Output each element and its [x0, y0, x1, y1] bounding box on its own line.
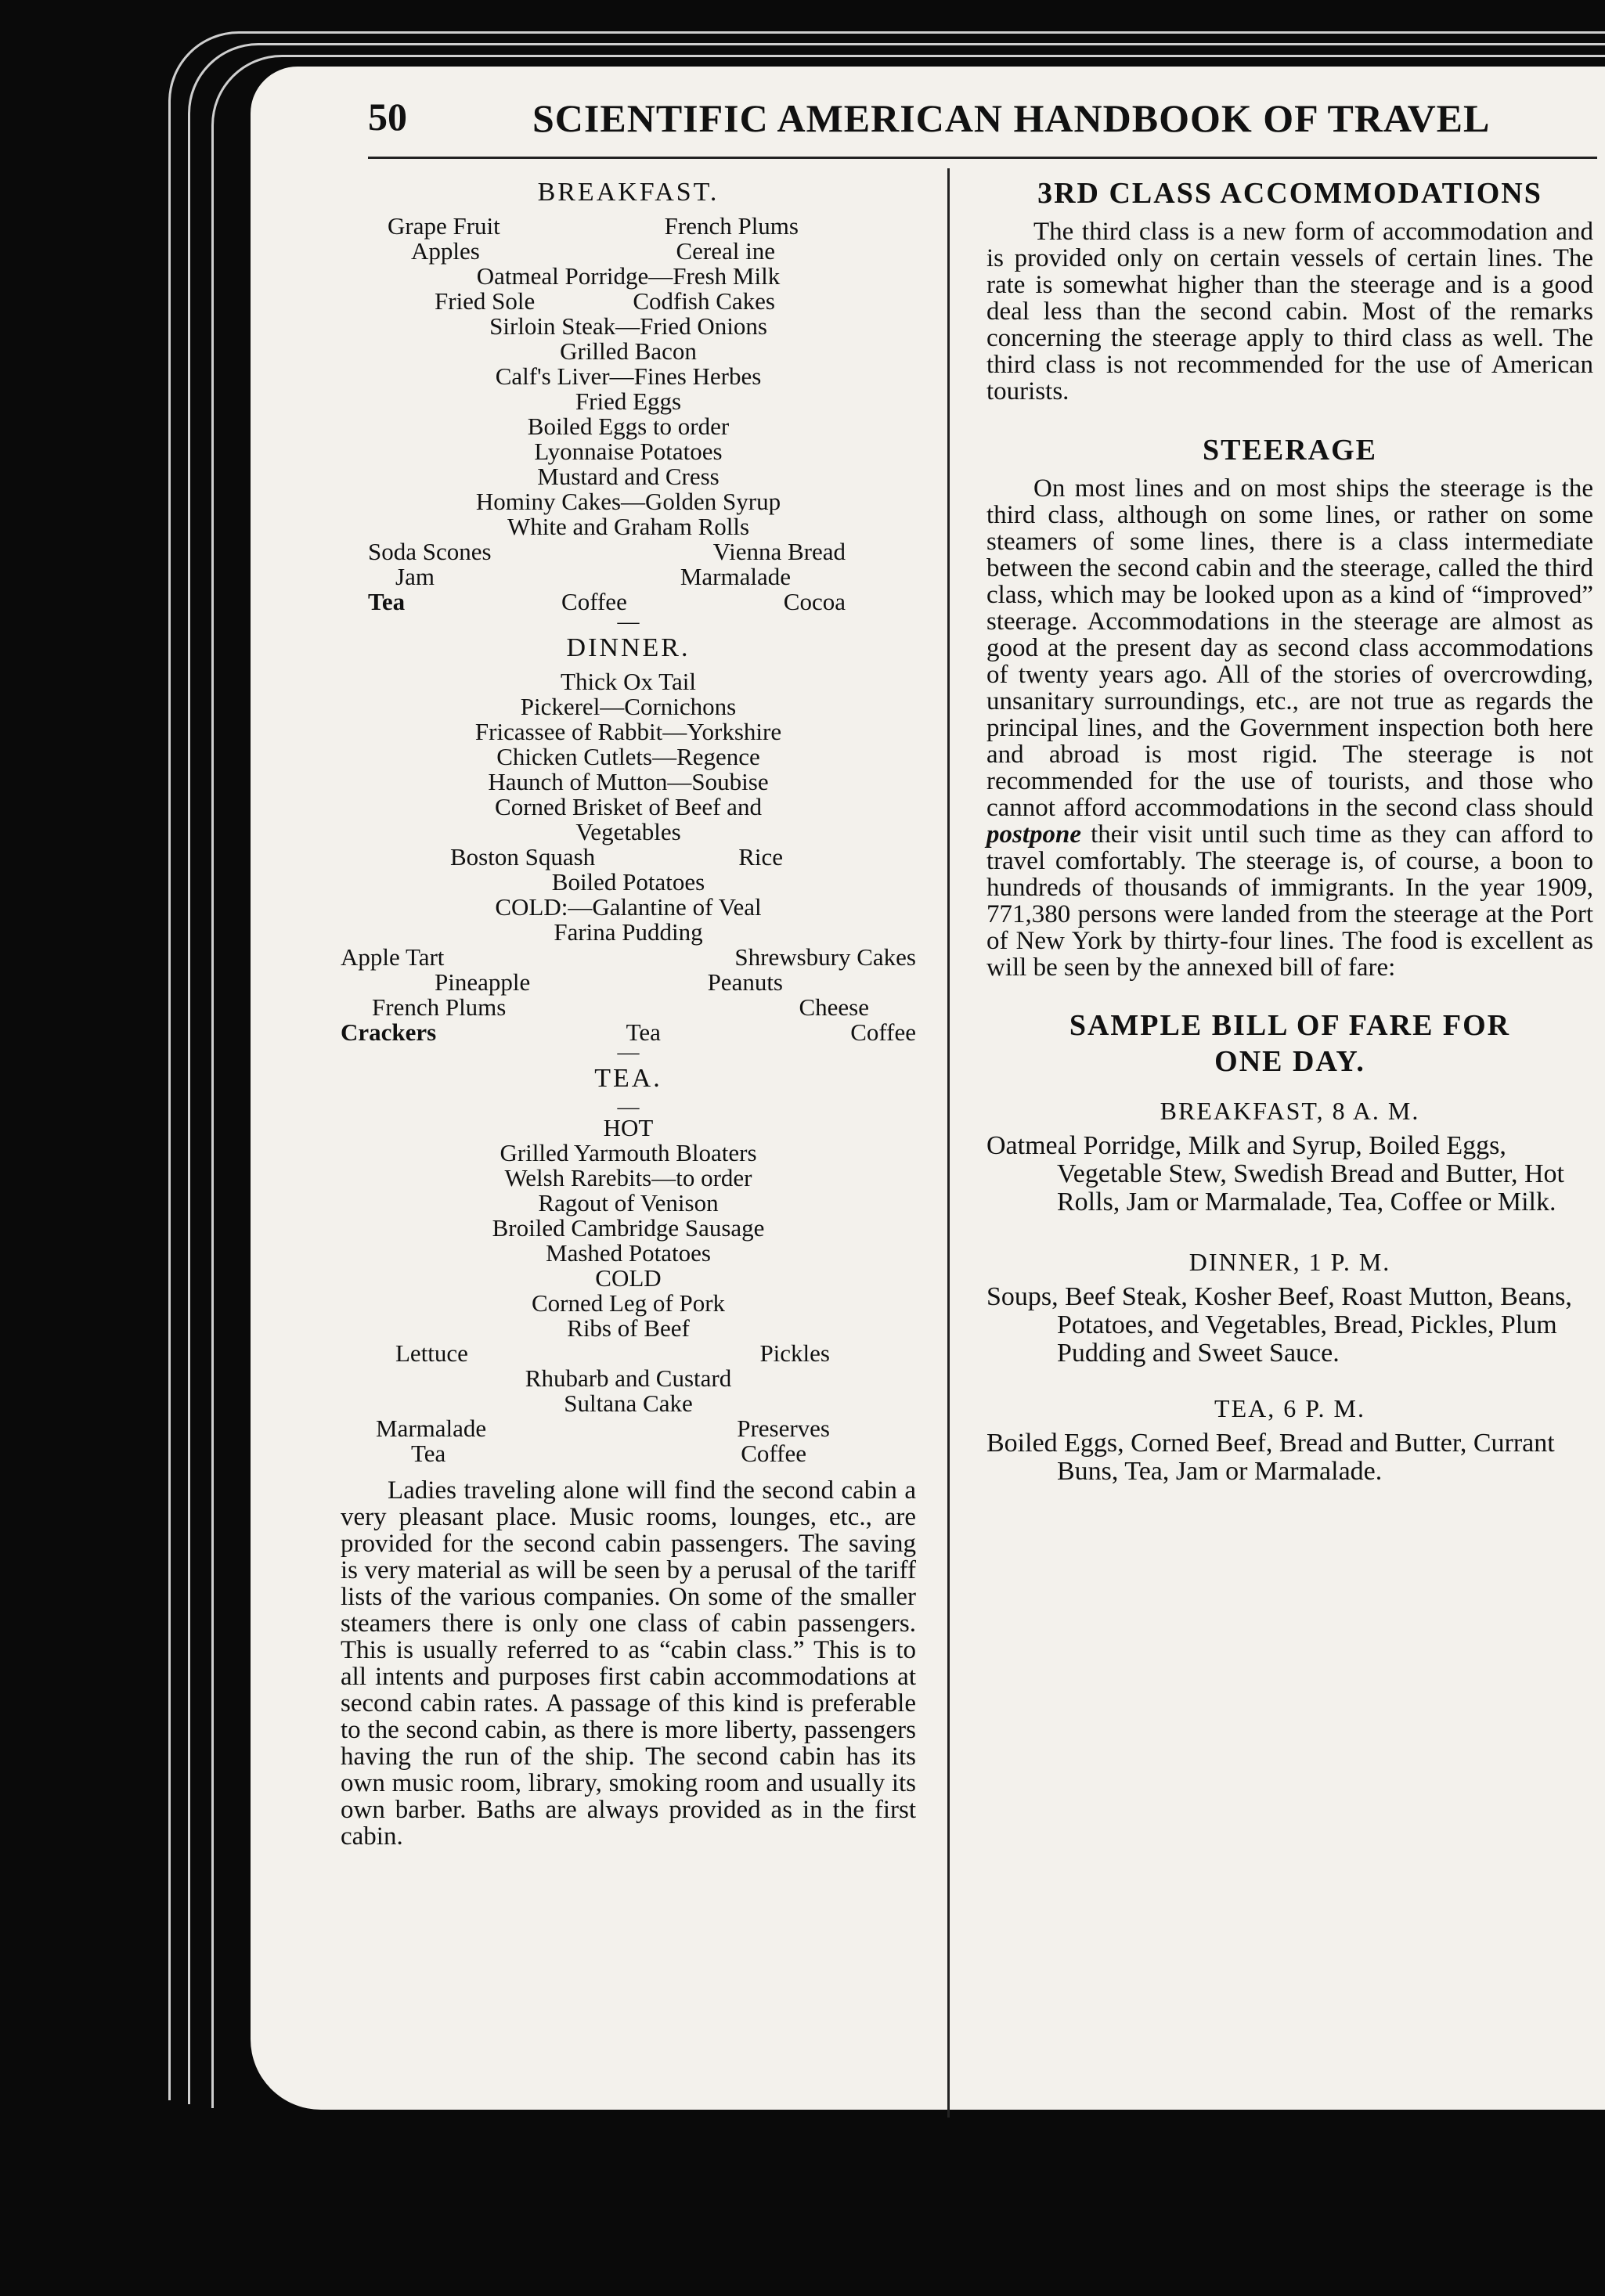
menu-item: Fried Eggs [575, 387, 682, 415]
menu-item: Grilled Yarmouth Bloaters [500, 1139, 757, 1166]
menu-item: French Plums [372, 993, 507, 1021]
third-class-heading: 3RD CLASS ACCOMMODATIONS [1037, 177, 1542, 210]
menu-item: Grilled Bacon [560, 337, 697, 365]
menu-item: Tea [368, 588, 406, 615]
section-separator: — [617, 1040, 640, 1065]
menu-item: Chicken Cutlets—Regence [496, 743, 760, 770]
menu-item: Apple Tart [341, 943, 445, 971]
menu-item: Calf's Liver—Fines Herbes [495, 362, 762, 390]
menu-item: Fricassee of Rabbit—Yorkshire [474, 718, 782, 745]
page-number: 50 [368, 95, 407, 139]
menu-line [341, 995, 916, 1020]
menu-item: COLD:—Galantine of Veal [495, 893, 762, 921]
menu-item: Broiled Cambridge Sausage [492, 1214, 765, 1242]
tea-menu [341, 1064, 916, 1466]
menu-item: Marmalade [680, 563, 791, 590]
tea-hot-heading: HOT [603, 1114, 654, 1141]
menu-item: Boiled Potatoes [551, 868, 705, 896]
steerage-tea-heading: TEA, 6 P. M. [1214, 1394, 1365, 1422]
steerage-paragraph [986, 475, 1593, 981]
tea-cold-heading: COLD [595, 1264, 662, 1292]
menu-line [341, 289, 916, 314]
menu-item: Codfish Cakes [633, 287, 775, 315]
steerage-emphasis: postpone [986, 820, 1082, 849]
menu-item: Fried Sole [435, 287, 536, 315]
menu-item: Coffee [741, 1440, 806, 1467]
running-header [368, 86, 1597, 159]
column-divider [947, 168, 950, 2118]
menu-item: Corned Leg of Pork [531, 1289, 726, 1317]
menu-line [341, 1341, 916, 1366]
steerage-dinner-text: Soups, Beef Steak, Kosher Beef, Roast Mutton, Beans, Potatoes, and Vegetables, Bread, Pickles, Plum Pudding and Sweet Sauce. [986, 1282, 1572, 1368]
menu-item: Soda Scones [368, 538, 492, 565]
menu-item: Apples [411, 237, 480, 265]
menu-item: Coffee [561, 588, 627, 615]
menu-item: Rice [738, 843, 783, 870]
steerage-breakfast-heading: BREAKFAST, 8 A. M. [1160, 1097, 1420, 1125]
menu-line [341, 845, 916, 870]
menu-item: Sultana Cake [564, 1389, 693, 1417]
menu-item: Jam [395, 563, 435, 590]
dinner-menu [341, 633, 916, 1065]
menu-item: Pickles [759, 1339, 830, 1367]
right-column [986, 176, 1593, 1486]
menu-item: Cheese [799, 993, 869, 1021]
running-title: SCIENTIFIC AMERICAN HANDBOOK OF TRAVEL [532, 96, 1491, 140]
menu-item: Thick Ox Tail [561, 668, 696, 695]
menu-item: Coffee [850, 1018, 916, 1046]
menu-item: Sirloin Steak—Fried Onions [489, 312, 767, 340]
menu-item: Hominy Cakes—Golden Syrup [475, 488, 781, 515]
left-column [341, 176, 916, 1850]
menu-line [341, 539, 916, 564]
dinner-heading: DINNER. [566, 633, 691, 662]
menu-item: White and Graham Rolls [507, 513, 750, 540]
menu-item: Rhubarb and Custard [525, 1364, 732, 1392]
menu-line [341, 945, 916, 970]
menu-line [341, 239, 916, 264]
book-page [251, 67, 1605, 2110]
menu-item: Tea [411, 1440, 446, 1467]
menu-item: Pickerel—Cornichons [520, 693, 737, 720]
menu-item: Peanuts [707, 968, 783, 996]
section-separator: — [617, 610, 640, 634]
menu-item: Boston Squash [450, 843, 596, 870]
steerage-heading: STEERAGE [1203, 434, 1377, 467]
menu-item: Grape Fruit [388, 212, 500, 240]
steerage-breakfast-text: Oatmeal Porridge, Milk and Syrup, Boiled Eggs, Vegetable Stew, Swedish Bread and Butter, Hot Rolls, Jam or Marmalade, Tea, Coffee or Milk. [986, 1131, 1564, 1216]
menu-item: Cocoa [783, 588, 846, 615]
steerage-dinner-heading: DINNER, 1 P. M. [1188, 1248, 1391, 1276]
menu-line [341, 564, 916, 589]
menu-item: Boiled Eggs to order [527, 413, 730, 440]
section-separator: — [617, 1095, 640, 1119]
menu-item: Lettuce [395, 1339, 468, 1367]
menu-item: Oatmeal Porridge—Fresh Milk [476, 262, 781, 290]
menu-line [341, 1441, 916, 1466]
second-cabin-paragraph: Ladies traveling alone will find the second cabin a very pleasant place. Music rooms, lounges, etc., are provided for the second cabin passengers. The saving is very material as will be seen by a perusal of the tariff lists of the various companies. On some of the smaller steamers there is only one class of cabin passengers. This is usually referred to as “cabin class.” This is to all intents and purposes first cabin accommodations at second cabin rates. A passage of this kind is preferable to the second cabin, as there is more liberty, passengers having the run of the ship. The second cabin has its own music room, library, smoking room and usually its own barber. Baths are always provided as in the first cabin. [341, 1476, 916, 1851]
menu-item: Farina Pudding [554, 918, 703, 946]
menu-item: Mashed Potatoes [546, 1239, 711, 1267]
menu-item: Corned Brisket of Beef and [495, 793, 762, 820]
sample-bill-heading-line-1: SAMPLE BILL OF FARE FOR [1069, 1009, 1511, 1042]
menu-item: Vienna Bread [712, 538, 846, 565]
steerage-text-2: their visit until such time as they can afford to travel comfortably. The steerage is, of course, a boon to hundreds of thousands of immigrants. In the year 1909, 771,380 persons were landed from the steerage at the Port of New York by thirty-four lines. The food is excellent as will be seen by the annexed bill of fare: [986, 820, 1593, 982]
menu-item: Vegetables [575, 818, 681, 845]
menu-line [341, 970, 916, 995]
menu-line [341, 214, 916, 239]
menu-item: Welsh Rarebits—to order [504, 1164, 752, 1191]
menu-item: French Plums [664, 212, 799, 240]
sample-bill-heading [986, 1007, 1593, 1080]
menu-item: Mustard and Cress [537, 463, 720, 490]
menu-item: Shrewsbury Cakes [734, 943, 916, 971]
menu-item: Ribs of Beef [567, 1314, 690, 1342]
breakfast-menu [341, 178, 916, 634]
third-class-paragraph: The third class is a new form of accommodation and is provided only on certain vessels of certain lines. The rate is somewhat higher than the steerage and is a good deal less than the second cabin. Most of the remarks concerning the steerage apply to third class as well. The third class is not recommended for the use of American tourists. [986, 218, 1593, 405]
steerage-tea-text: Boiled Eggs, Corned Beef, Bread and Butter, Currant Buns, Tea, Jam or Marmalade. [986, 1429, 1555, 1486]
menu-item: Marmalade [376, 1415, 487, 1442]
menu-item: Cereal ine [676, 237, 775, 265]
menu-item: Haunch of Mutton—Soubise [488, 768, 769, 795]
menu-item: Pineapple [435, 968, 531, 996]
menu-line [341, 1416, 916, 1441]
sample-bill-heading-line-2: ONE DAY. [1214, 1045, 1365, 1078]
menu-item: Crackers [341, 1018, 437, 1046]
tea-heading: TEA. [594, 1064, 662, 1093]
breakfast-heading: BREAKFAST. [537, 178, 720, 207]
steerage-text-1: On most lines and on most ships the steerage is the third class, although on some lines, or rather on some steamers of some lines, there is a class intermediate between the second cabin and the steerage, called the third class, which may be looked upon as a kind of “improved” steerage. Accommodations in the steerage are almost as good at the present day as second class accommodations of twenty years ago. All of the stories of overcrowding, unsanitary surroundings, etc., are not true as regards the principal lines, and the Government inspection both here and abroad is most rigid. The steerage is not recommended for the use of tourists, and those who cannot afford accommodations in the second class should [986, 474, 1593, 822]
menu-item: Ragout of Venison [538, 1189, 719, 1216]
menu-item: Tea [626, 1018, 661, 1046]
menu-item: Preserves [737, 1415, 830, 1442]
menu-item: Lyonnaise Potatoes [534, 438, 723, 465]
